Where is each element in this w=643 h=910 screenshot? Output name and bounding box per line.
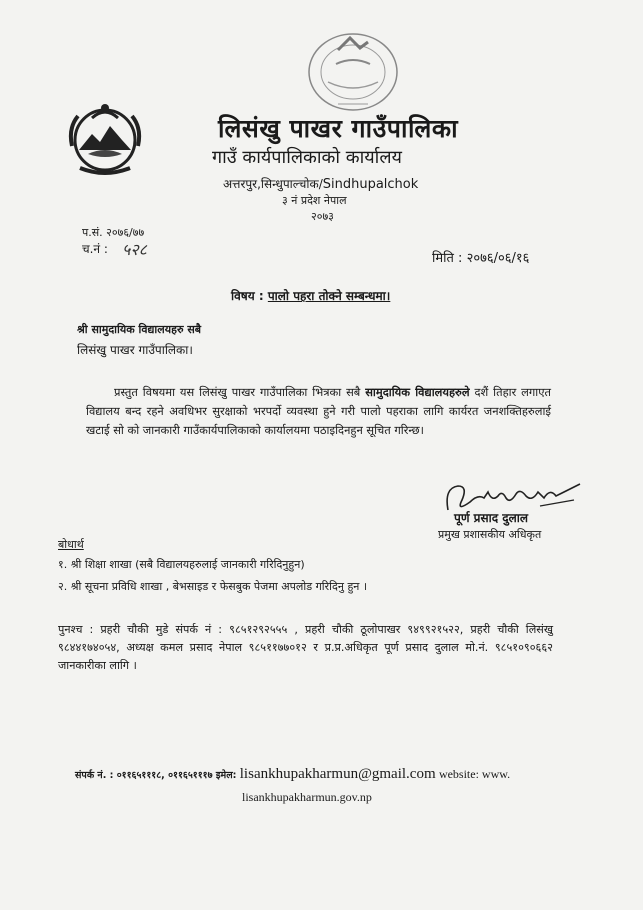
signatory-name: पूर्ण प्रसाद दुलाल <box>454 511 529 525</box>
contact-label: संपर्क नं. : ०११६५१११८, ०११६५१११७ इमेल: <box>75 770 237 781</box>
postscript: पुनश्च : प्रहरी चौकी मुडे संपर्क नं : ९८५१२९२५५५ , प्रहरी चौकी ठूलोपाखर ९४९९२१५२२, प्रहरी चौकी लिसंखु ९८४४१७४०५४, अध्यक्ष कमल प्रसाद नेपाल ९८५११७७०१२ र प्र.प्र.अधिकृत पूर्ण प्रसाद दुलाल मो.नं. ९८५१०९०६६२ जानकारीका लागि । <box>58 623 553 672</box>
recipient-line-2: लिसंखु पाखर गाउँपालिका। <box>77 343 193 357</box>
chalani-label: च.नं : <box>82 242 108 256</box>
body-part-1: प्रस्तुत विषयमा यस लिसंखु पाखर गाउँपालिका भित्रका सबै <box>114 385 361 399</box>
subject-line <box>231 287 390 304</box>
office-name: गाउँ कार्यपालिकाको कार्यालय <box>212 147 402 168</box>
office-seal-stamp <box>298 20 408 114</box>
address-nepali: अत्तरपुर,सिन्धुपाल्चोक <box>223 177 319 191</box>
website-label: website: www. <box>438 767 511 781</box>
body-bold: सामुदायिक विद्यालयहरुले <box>365 385 470 399</box>
province: ३ नं प्रदेश नेपाल <box>282 194 347 207</box>
letter-body <box>86 383 551 440</box>
patra-sankhya: प.सं. २०७६/७७ <box>82 226 145 239</box>
website-url: lisankhupakharmun.gov.np <box>242 790 372 804</box>
body-part-2: दशैं तिहार लगाएत विद्यालय बन्द रहने अवधिभर सुरक्षाको भरपर्दो व्यवस्था हुने गरी पालो पहराका लागि कार्यरत जनशक्तिहरुलाई खटाई सो को जानकारी गाउँकार्यपालिकाको कार्यालयमा पठाइदिनहुन सूचित गरिन्छ। <box>86 385 552 437</box>
nepal-emblem-logo <box>62 98 148 180</box>
letter-date: मिति : २०७६/०६/१६ <box>432 251 530 266</box>
recipient-line-1: श्री सामुदायिक विद्यालयहरु सबै <box>77 323 202 336</box>
address-english: Sindhupalchok <box>322 177 419 192</box>
email-address: lisankhupakharmun@gmail.com <box>239 766 436 782</box>
signatory-title: प्रमुख प्रशासकीय अधिकृत <box>438 528 542 541</box>
footer-contact <box>75 766 510 783</box>
organization-name: लिसंखु पाखर गाउँपालिका <box>218 114 459 143</box>
subject-label: विषय : <box>231 289 264 303</box>
subject-text: पालो पहरा तोक्ने सम्बन्धमा। <box>267 289 391 303</box>
cc-item: १. श्री शिक्षा शाखा (सबै विद्यालयहरुलाई जानकारी गरिदिनुहुन) <box>58 558 305 571</box>
established-year: २०७३ <box>311 210 334 223</box>
cc-item: २. श्री सूचना प्रविधि शाखा , बेभसाइड र फेसबुक पेजमा अपलोड गरिदिनु हुन । <box>58 580 368 593</box>
cc-heading: बोधार्थ <box>58 538 84 551</box>
address: अत्तरपुर,सिन्धुपाल्चोक/Sindhupalchok <box>223 177 419 192</box>
chalani-number <box>82 240 147 259</box>
chalani-value: ५२८ <box>122 240 147 259</box>
